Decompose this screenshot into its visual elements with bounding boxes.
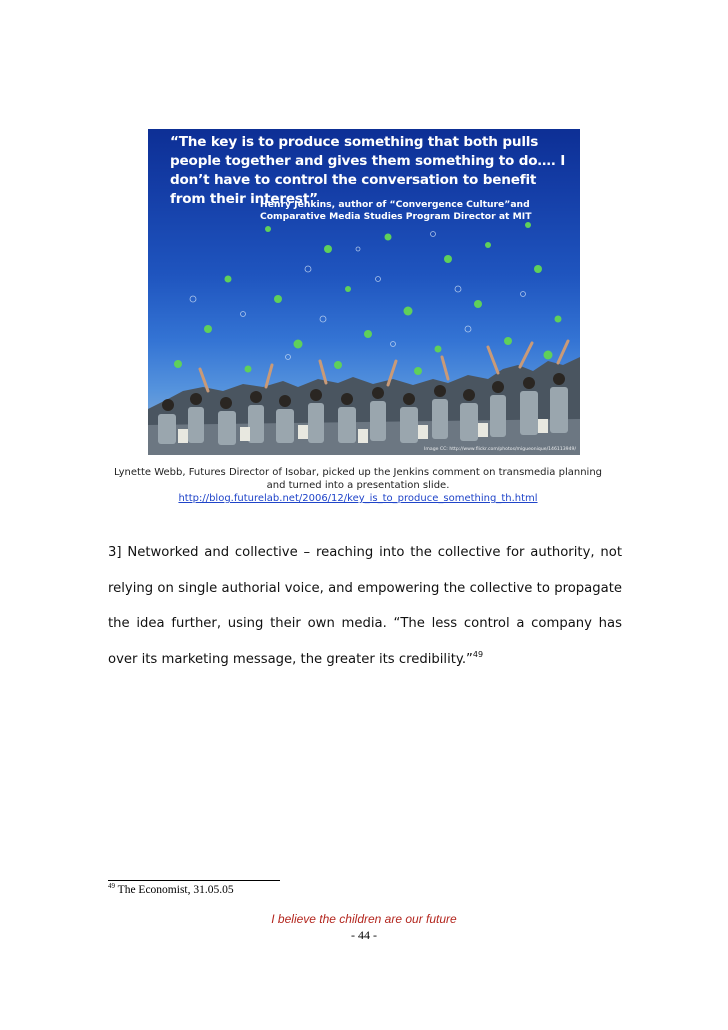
presentation-slide-image xyxy=(148,129,580,455)
page-number: - 44 - xyxy=(351,928,377,942)
slide-attribution xyxy=(260,199,560,223)
attribution-line-2: Comparative Media Studies Program Director at MIT xyxy=(260,211,532,222)
footnote-divider xyxy=(108,880,280,881)
footnote-text: The Economist, 31.05.05 xyxy=(115,884,234,896)
paragraph-text: 3] Networked and collective – reaching into the collective for authority, not relying on single authorial voice, and empowering the collective to propagate the idea further, using their own media. “The less control a company has over its marketing message, the greater its credibility.” xyxy=(108,545,622,667)
caption-line-2: and turned into a presentation slide. xyxy=(266,480,450,491)
caption-line-1: Lynette Webb, Futures Director of Isobar, picked up the Jenkins comment on transmedia planning xyxy=(113,467,603,478)
footnote-number: 49 xyxy=(108,882,115,890)
slide-quote: “The key is to produce something that both pulls people together and gives them something to do…. I don’t have to control the conversation to benefit from their interest” xyxy=(170,134,566,207)
footnote-reference[interactable]: 49 xyxy=(472,649,484,659)
caption-link[interactable]: http://blog.futurelab.net/2006/12/key_is_to_produce_something_th.html xyxy=(178,493,538,504)
footer-tagline: I believe the children are our future xyxy=(271,912,457,926)
attribution-line-1: Henry Jenkins, author of “Convergence Culture”and xyxy=(260,199,530,210)
body-paragraph xyxy=(108,535,622,677)
figure-caption xyxy=(108,466,608,505)
footnote xyxy=(108,884,234,896)
image-credit: Image CC: http://www.flickr.com/photos/migueonique/146113949/ xyxy=(424,447,576,452)
